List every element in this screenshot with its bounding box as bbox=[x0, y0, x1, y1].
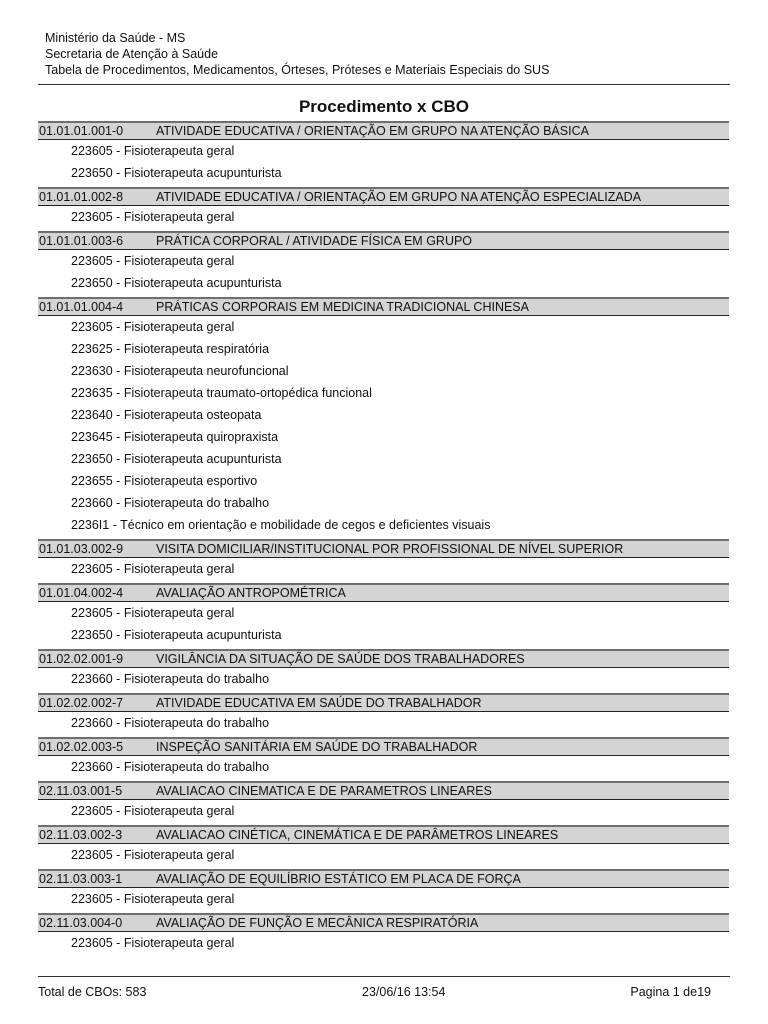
procedure-code: 01.01.04.002-4 bbox=[39, 586, 124, 600]
procedure-row bbox=[38, 781, 729, 800]
procedure-name: ATIVIDADE EDUCATIVA EM SAÚDE DO TRABALHADOR bbox=[156, 696, 482, 710]
header-divider bbox=[38, 84, 730, 85]
procedure-row bbox=[38, 737, 729, 756]
cbo-item: 223660 - Fisioterapeuta do trabalho bbox=[71, 716, 270, 730]
procedure-row bbox=[38, 825, 729, 844]
procedure-row bbox=[38, 913, 729, 932]
cbo-item: 223660 - Fisioterapeuta do trabalho bbox=[71, 672, 270, 686]
document-header bbox=[45, 30, 549, 78]
procedure-row bbox=[38, 121, 729, 140]
cbo-item: 223605 - Fisioterapeuta geral bbox=[71, 210, 235, 224]
cbo-item: 223635 - Fisioterapeuta traumato-ortopédica funcional bbox=[71, 386, 372, 400]
cbo-item: 2236I1 - Técnico em orientação e mobilidade de cegos e deficientes visuais bbox=[71, 518, 491, 532]
procedure-name: PRÁTICAS CORPORAIS EM MEDICINA TRADICIONAL CHINESA bbox=[156, 300, 529, 314]
cbo-item: 223605 - Fisioterapeuta geral bbox=[71, 892, 235, 906]
procedure-code: 01.02.02.001-9 bbox=[39, 652, 124, 666]
procedure-code: 02.11.03.001-5 bbox=[39, 784, 123, 798]
footer-divider bbox=[38, 976, 730, 977]
procedure-row bbox=[38, 297, 729, 316]
procedure-code: 01.02.02.003-5 bbox=[39, 740, 124, 754]
header-table-name: Tabela de Procedimentos, Medicamentos, Órteses, Próteses e Materiais Especiais do SUS bbox=[45, 63, 550, 77]
cbo-item: 223605 - Fisioterapeuta geral bbox=[71, 254, 235, 268]
procedure-table bbox=[38, 121, 729, 954]
procedure-code: 01.01.01.004-4 bbox=[39, 300, 124, 314]
procedure-name: AVALIACAO CINÉTICA, CINEMÁTICA E DE PARÂMETROS LINEARES bbox=[156, 828, 559, 842]
cbo-item: 223605 - Fisioterapeuta geral bbox=[71, 144, 235, 158]
procedure-row bbox=[38, 187, 729, 206]
cbo-item: 223660 - Fisioterapeuta do trabalho bbox=[71, 496, 270, 510]
cbo-item: 223650 - Fisioterapeuta acupunturista bbox=[71, 628, 282, 642]
procedure-row bbox=[38, 539, 729, 558]
footer-datetime: 23/06/16 13:54 bbox=[362, 985, 446, 999]
procedure-name: ATIVIDADE EDUCATIVA / ORIENTAÇÃO EM GRUPO NA ATENÇÃO ESPECIALIZADA bbox=[156, 190, 642, 204]
procedure-code: 01.01.01.002-8 bbox=[39, 190, 124, 204]
procedure-row bbox=[38, 583, 729, 602]
procedure-name: AVALIAÇÃO DE FUNÇÃO E MECÂNICA RESPIRATÓRIA bbox=[156, 916, 479, 930]
procedure-code: 01.01.01.003-6 bbox=[39, 234, 124, 248]
procedure-code: 01.01.01.001-0 bbox=[39, 124, 124, 138]
procedure-row bbox=[38, 869, 729, 888]
cbo-item: 223605 - Fisioterapeuta geral bbox=[71, 562, 235, 576]
procedure-code: 02.11.03.003-1 bbox=[39, 872, 123, 886]
cbo-item: 223630 - Fisioterapeuta neurofuncional bbox=[71, 364, 289, 378]
footer-total: Total de CBOs: 583 bbox=[38, 985, 147, 999]
procedure-name: AVALIACAO CINEMATICA E DE PARAMETROS LINEARES bbox=[156, 784, 492, 798]
procedure-name: AVALIAÇÃO DE EQUILÍBRIO ESTÁTICO EM PLACA DE FORÇA bbox=[156, 872, 521, 886]
procedure-name: ATIVIDADE EDUCATIVA / ORIENTAÇÃO EM GRUPO NA ATENÇÃO BÁSICA bbox=[156, 124, 589, 138]
procedure-name: AVALIAÇÃO ANTROPOMÉTRICA bbox=[156, 586, 346, 600]
procedure-name: INSPEÇÃO SANITÁRIA EM SAÚDE DO TRABALHADOR bbox=[156, 740, 478, 754]
procedure-code: 01.01.03.002-9 bbox=[39, 542, 124, 556]
procedure-row bbox=[38, 649, 729, 668]
header-ministry: Ministério da Saúde - MS bbox=[45, 31, 186, 45]
cbo-item: 223650 - Fisioterapeuta acupunturista bbox=[71, 166, 282, 180]
cbo-item: 223625 - Fisioterapeuta respiratória bbox=[71, 342, 270, 356]
procedure-name: PRÁTICA CORPORAL / ATIVIDADE FÍSICA EM GRUPO bbox=[156, 234, 473, 248]
procedure-code: 02.11.03.002-3 bbox=[39, 828, 123, 842]
page-title: Procedimento x CBO bbox=[298, 97, 470, 116]
header-secretariat: Secretaria de Atenção à Saúde bbox=[45, 47, 219, 61]
cbo-item: 223605 - Fisioterapeuta geral bbox=[71, 804, 235, 818]
procedure-name: VISITA DOMICILIAR/INSTITUCIONAL POR PROFISSIONAL DE NÍVEL SUPERIOR bbox=[156, 542, 624, 556]
procedure-name: VIGILÂNCIA DA SITUAÇÃO DE SAÚDE DOS TRABALHADORES bbox=[156, 652, 525, 666]
procedure-row bbox=[38, 231, 729, 250]
footer-page-number: Pagina 1 de19 bbox=[630, 985, 711, 999]
cbo-item: 223650 - Fisioterapeuta acupunturista bbox=[71, 452, 282, 466]
cbo-item: 223605 - Fisioterapeuta geral bbox=[71, 936, 235, 950]
procedure-code: 02.11.03.004-0 bbox=[39, 916, 123, 930]
cbo-item: 223655 - Fisioterapeuta esportivo bbox=[71, 474, 258, 488]
cbo-item: 223605 - Fisioterapeuta geral bbox=[71, 320, 235, 334]
procedure-row bbox=[38, 693, 729, 712]
cbo-item: 223645 - Fisioterapeuta quiropraxista bbox=[71, 430, 279, 444]
cbo-item: 223650 - Fisioterapeuta acupunturista bbox=[71, 276, 282, 290]
cbo-item: 223605 - Fisioterapeuta geral bbox=[71, 848, 235, 862]
procedure-code: 01.02.02.002-7 bbox=[39, 696, 124, 710]
cbo-item: 223605 - Fisioterapeuta geral bbox=[71, 606, 235, 620]
cbo-item: 223660 - Fisioterapeuta do trabalho bbox=[71, 760, 270, 774]
cbo-item: 223640 - Fisioterapeuta osteopata bbox=[71, 408, 262, 422]
